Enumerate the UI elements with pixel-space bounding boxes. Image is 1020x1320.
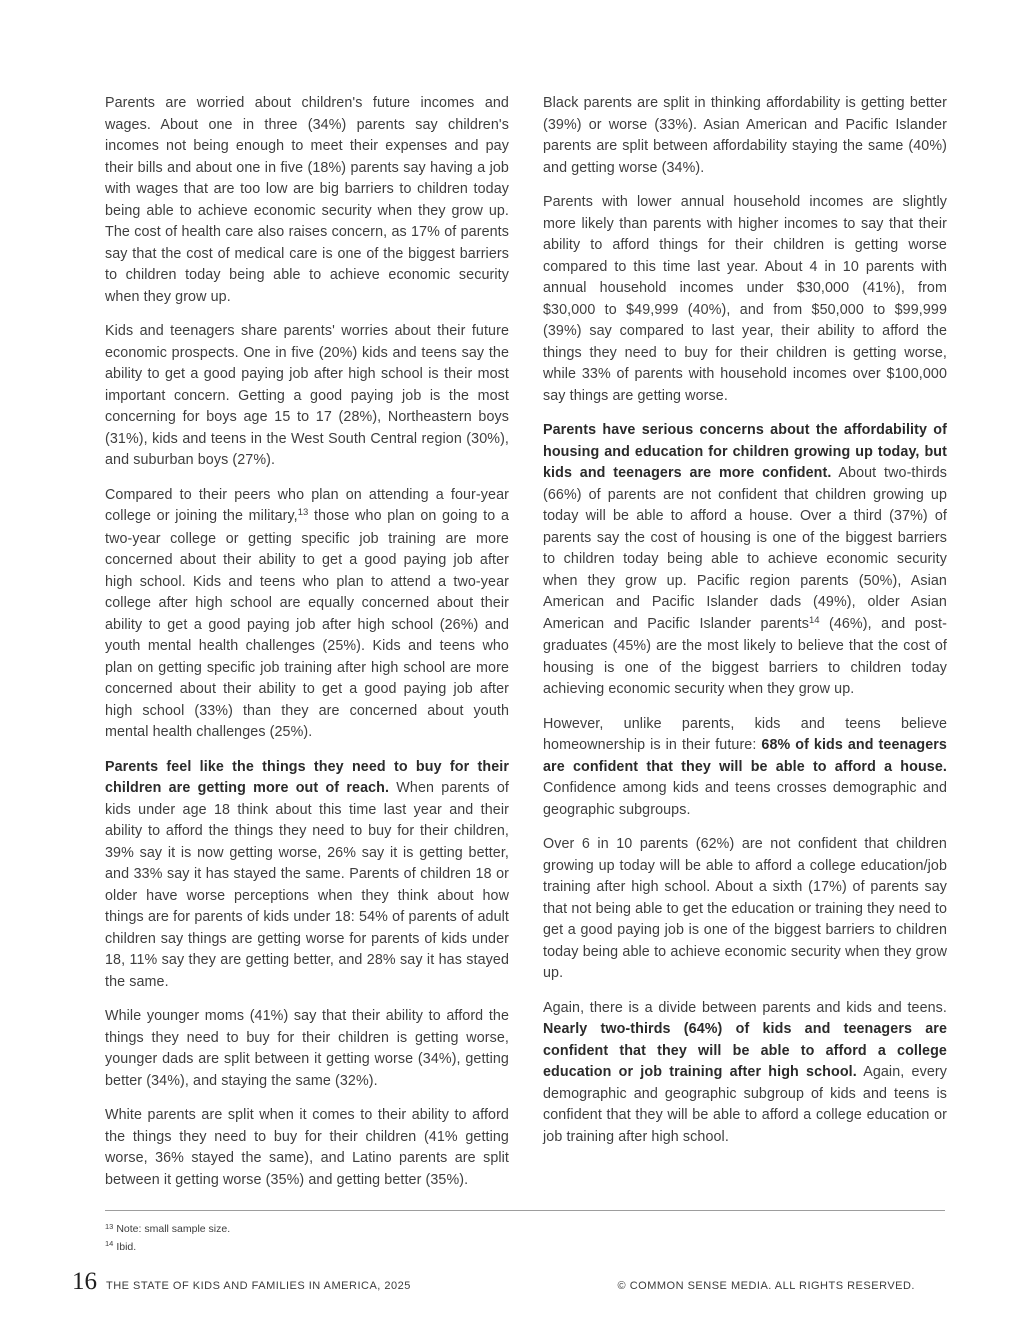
paragraph bbox=[543, 192, 947, 407]
text-run: When parents of kids under age 18 think about this time last year and their ability to afford the things they need to buy for their children, 39% say it is now getting worse, 26% say it is getting better, and 33% say it has stayed the same. Parents of children 18 or older have worse perceptions when they think about how things are for parents of kids under 18: 54% of parents of adult children say things are getting worse for parents of kids under 18, 11% say they are getting better, and 28% say it has stayed the same. bbox=[105, 780, 509, 990]
text-run: those who plan on going to a two-year college or getting specific job training are more concerned about their ability to get a good paying job after high school. Kids and teens who plan to attend a two-year college after high school are equally concerned about their ability to get a good paying job after high school (26%) and youth mental health challenges (25%). Kids and teens who plan on getting specific job training after high school are more concerned about their ability to get a good paying job after high school (33%) than they are concerned about youth mental health challenges (25%). bbox=[105, 508, 509, 740]
paragraph bbox=[105, 485, 509, 744]
footnotes bbox=[105, 1221, 230, 1256]
bold-text-run: 68% of kids and teenagers are confident that they will be able to afford a house. bbox=[543, 737, 947, 775]
page-number: 16 bbox=[72, 1268, 97, 1295]
bold-text-run: Parents have serious concerns about the affordability of housing and education for children growing up today, but kids and teenagers are more confident. bbox=[543, 422, 947, 481]
text-run: White parents are split when it comes to their ability to afford the things they need to buy for their children (41% getting worse, 36% stayed the same), and Latino parents are split between it getting worse (35%) and getting better (35%). bbox=[105, 1107, 509, 1188]
right-column bbox=[543, 93, 947, 1161]
paragraph bbox=[105, 321, 509, 472]
paragraph bbox=[105, 757, 509, 994]
text-run: (46%), and post-graduates (45%) are the most likely to believe that the cost of housing is one of the biggest barriers to children today achieving economic security when they grow up. bbox=[543, 615, 947, 697]
footnote bbox=[105, 1239, 230, 1257]
text-run: Black parents are split in thinking affordability is getting better (39%) or worse (33%). Asian American and Pacific Islander parents are split between affordability staying the same (40%) and getting worse (34%). bbox=[543, 95, 947, 176]
bold-text-run: Nearly two-thirds (64%) of kids and teenagers are confident that they will be able to afford a college education or job training after high school. bbox=[543, 1021, 947, 1080]
paragraph bbox=[105, 93, 509, 308]
footnote-ref: 13 bbox=[297, 507, 309, 518]
footer-report-title: THE STATE OF KIDS AND FAMILIES IN AMERICA, 2025 bbox=[106, 1280, 411, 1292]
footnote-ref: 14 bbox=[808, 614, 820, 626]
paragraph bbox=[105, 1006, 509, 1092]
text-run: Confidence among kids and teens crosses demographic and geographic subgroups. bbox=[543, 780, 947, 818]
text-run: However, unlike parents, kids and teens believe homeownership is in their future: bbox=[543, 715, 947, 753]
text-run: Again, there is a divide between parents and kids and teens. bbox=[543, 999, 947, 1016]
footnote-text: Ibid. bbox=[116, 1240, 137, 1253]
paragraph bbox=[543, 998, 947, 1149]
paragraph bbox=[543, 93, 947, 179]
text-run: About two-thirds (66%) of parents are not confident that children growing up today will be able to afford a house. Over a third (37%) of parents say the cost of housing is one of the biggest barriers to children today being able to achieve economic security when they grow up. Pacific region parents (50%), Asian American and Pacific Islander dads (49%), older Asian American and Pacific Islander parents bbox=[543, 465, 947, 632]
left-column bbox=[105, 93, 509, 1204]
footnote-marker: 13 bbox=[105, 1221, 114, 1231]
footer-copyright: © COMMON SENSE MEDIA. ALL RIGHTS RESERVED. bbox=[617, 1280, 915, 1292]
text-run: Again, every demographic and geographic subgroup of kids and teens is confident that they will be able to afford a college education or job training after high school. bbox=[543, 1064, 947, 1145]
text-run: Kids and teenagers share parents' worries about their future economic prospects. One in five (20%) kids and teens say the ability to get a good paying job after high school is their most important concern. Getting a good paying job is the most concerning for boys age 15 to 17 (28%), Northeastern boys (31%), kids and teens in the West South Central region (30%), and suburban boys (27%). bbox=[105, 323, 509, 468]
text-run: Compared to their peers who plan on attending a four-year college or joining the military, bbox=[105, 486, 509, 524]
text-run: While younger moms (41%) say that their ability to afford the things they need to buy for their children is getting worse, younger dads are split between it getting worse (34%), getting better (34%), and staying the same (32%). bbox=[105, 1008, 509, 1089]
paragraph bbox=[543, 834, 947, 985]
paragraph bbox=[543, 420, 947, 701]
bold-text-run: Parents feel like the things they need to buy for their children are getting more out of reach. bbox=[105, 758, 509, 796]
footnote-divider bbox=[105, 1210, 945, 1211]
paragraph bbox=[105, 1105, 509, 1191]
text-run: Parents with lower annual household incomes are slightly more likely than parents with higher incomes to say that their ability to afford things for their children is getting worse compared to this time last year. About 4 in 10 parents with annual household incomes under $30,000 (41%), from $30,000 to $49,999 (40%), and from $50,000 to $99,999 (39%) say compared to last year, their ability to afford the things they need to buy for their children is getting worse, while 33% of parents with household incomes over $100,000 say things are getting worse. bbox=[543, 194, 947, 404]
footnote-text: Note: small sample size. bbox=[116, 1223, 231, 1235]
footnote bbox=[105, 1221, 230, 1239]
text-run: Over 6 in 10 parents (62%) are not confident that children growing up today will be able to afford a college education/job training after high school. About a sixth (17%) of parents say that not being able to get the education or training they need to get a good paying job is one of the biggest barriers to children today being able to achieve economic security when they grow up. bbox=[543, 836, 947, 981]
text-run: Parents are worried about children's future incomes and wages. About one in three (34%) parents say children's incomes not being enough to meet their expenses and pay their bills and about one in five (18%) parents say having a job with wages that are too low are big barriers to children today being able to achieve economic security when they grow up. The cost of health care also raises concern, as 17% of parents say that the cost of medical care is one of the biggest barriers to children today being able to achieve economic security when they grow up. bbox=[105, 95, 509, 305]
paragraph bbox=[543, 714, 947, 822]
footnote-marker: 14 bbox=[105, 1239, 114, 1248]
